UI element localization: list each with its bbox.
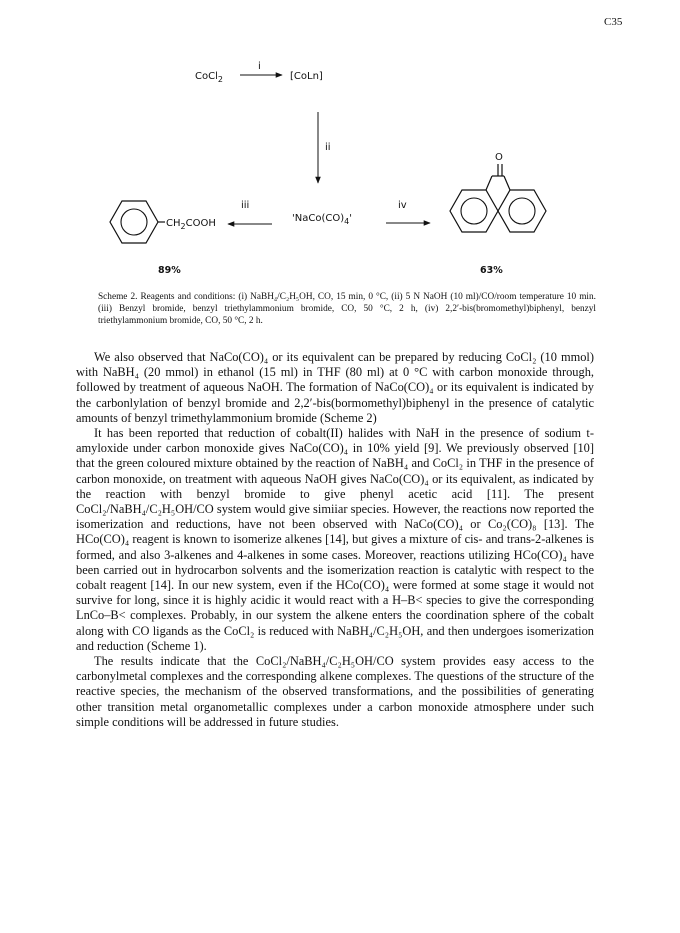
yield-dibenzo-ketone: 63% — [480, 265, 503, 276]
step-label-i: i — [258, 61, 261, 72]
paragraph: It has been reported that reduction of cobalt(II) halides with NaH in the presence of sodium t-amyloxide under carbon monoxide gives NaCo(CO)₄ in 10% yield [9]. We previously observed [10] that the green coloured mixture obtained by the reaction of NaBH₄ and CoCl₂ in THF in the presence of carbon monoxide, on treatment with aqueous NaOH gives NaCo(CO)₄ or its equivalent, as indicated by the reaction with benzyl bromide to give phenyl acetic acid [11]. The present CoCl₂/NaBH₄/C₂H₅OH/CO system would give simiiar species. However, the reactions now reported the isomerization and reductions, have not been observed with NaCo(CO)₄ or Co₂(CO)₈ [13]. The HCo(CO)₄ reagent is known to isomerize alkenes [14], but gives a mixture of cis- and trans-2-alkenes is formed, and also 3-alkenes and 4-alkenes in some cases. Moreover, reactions utilizing HCo(CO)₄ have been carried out in hydrocarbon solvents and the isomerization reaction is catalytic with respect to the cobalt reagent [14]. In our new system, even if the HCo(CO)₄ were formed at some stage it would not survive for long, since it is highly acidic it would react with a H–B< species to give the corresponding LnCo–B< complexes. Probably, in our system the alkene enters the coordination sphere of the cobalt along with CO ligands as the CoCl₂ is reduced with NaBH₄/C₂H₅OH, and then undergoes isomerization and reduction (Scheme 1). — [76, 426, 594, 653]
ketone-oxygen: O — [495, 152, 503, 163]
paragraph: The results indicate that the CoCl₂/NaBH₄/C₂H₅OH/CO system provides easy access to the carbonylmetal complexes and the corresponding alkene complexes. The questions of the structure of the reactive species, the mechanism of the observed transformations, and the possibilities of generating other transition metal organometallic complexes under a carbon monoxide atmosphere under such simple conditions will be addressed in future studies. — [76, 654, 594, 729]
body-text — [76, 350, 594, 730]
center-reagent-naco-co4: '$NaCo(CO)_4$' — [292, 213, 352, 226]
left-product-ch2cooh: $CH_2COOH$ — [166, 218, 216, 231]
step-label-iii: iii — [241, 200, 250, 211]
step-label-ii: ii — [325, 142, 331, 153]
intermediate-coln: [CoLn] — [290, 71, 323, 82]
reaction-scheme — [0, 0, 680, 290]
step-label-iv: iv — [398, 200, 407, 211]
paragraph: We also observed that NaCo(CO)₄ or its equivalent can be prepared by reducing CoCl₂ (10 mmol) with NaBH₄ (20 mmol) in ethanol (15 ml) in THF (80 ml) at 0 °C with carbon monoxide through, followed by treatment of aqueous NaOH. The formation of NaCo(CO)₄ or its equivalent is indicated by the carbonlylation of benzyl bromide and 2,2′-bis(bormomethyl)biphenyl in the presence of catalytic amounts of benzyl trimethylammonium bromide (Scheme 2) — [76, 350, 594, 425]
phenylacetic-acid-structure — [110, 201, 165, 243]
dibenzocycloheptenone-structure — [450, 164, 546, 232]
scheme-caption: Scheme 2. Reagents and conditions: (i) NaBH₄/C₂H₅OH, CO, 15 min, 0 °C, (ii) 5 N NaOH (10 ml)/CO/room temperature 10 min. (iii) Benzyl bromide, benzyl triethylammonium bromide, CO, 50 °C, 2 h, (iv) 2,2′-bis(bromomethyl)biphenyl, benzyl triethylammonium bromide, CO, 50 °C, 2 h. — [98, 292, 596, 326]
reactant-cocl2: CoCl$_2$ — [195, 71, 223, 84]
yield-phenylacetic-acid: 89% — [158, 265, 181, 276]
page-number: C35 — [604, 16, 623, 28]
